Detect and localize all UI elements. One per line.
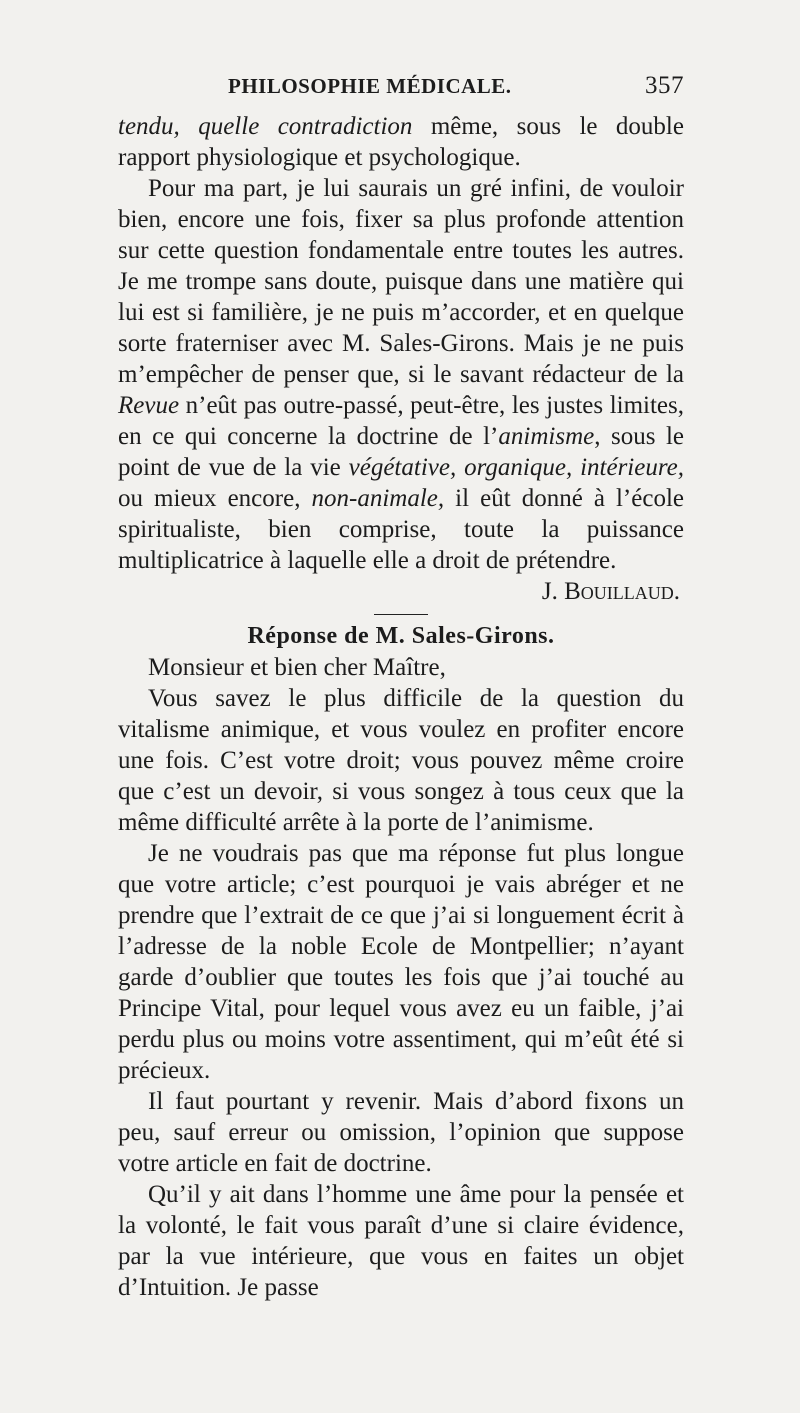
running-title: PHILOSOPHIE MÉDICALE. [228,74,512,98]
paragraph-text: , sous le point de vue de la vie [118,423,685,481]
paragraph-reply-2: Je ne voudrais pas que ma réponse fut plus longue que votre article; c’est pourquoi je vais abréger et ne prendre que l’extrait de ce que j’ai si longuement écrit à l’adresse de la noble Ecole de Montpellier; n’ayant garde d’oublier que toutes les fois que j’ai touché au Principe Vital, pour lequel vous avez eu un faible, j’ai perdu plus ou moins votre assentiment, qui m’eût été si précieux. [118,840,684,1084]
paragraph-text: il eût donné à l’école spiritualiste, bien comprise, toute la puissance multiplicatrice à laquelle elle a droit de prétendre. [118,485,684,574]
section-divider [374,614,428,615]
page-body [118,111,684,1303]
paragraph-bouillaud [118,173,684,576]
reply-heading: Réponse de M. Sales-Girons. [247,623,555,649]
paragraph-reply-4: Qu’il y ait dans l’homme une âme pour la pensée et la volonté, le fait vous paraît d’une si claire évidence, par la vue intérieure, que vous en faites un objet d’Intuition. Je passe [118,1181,684,1301]
salutation: Monsieur et bien cher Maître, [148,654,446,681]
italic-non-animale: non-animale, [311,485,445,512]
italic-revue: Revue [118,392,180,419]
paragraph-text: Pour ma part, je lui saurais un gré infini, de vouloir bien, encore une fois, fixer sa plus profonde attention sur cette question fondamentale entre toutes les autres. Je me trompe sans doute, puisque dans une matière qui lui est si familière, je ne puis m’accorder, et en quelque sorte fraterniser avec M. Sales-Girons. Mais je ne puis m’empêcher de penser que, si le savant rédacteur de la [118,175,684,388]
italic-animisme: animisme [498,423,595,450]
paragraph-text: même, sous le double rapport physiologique et psychologique. [118,113,684,171]
paragraph-text: ou mieux encore, [118,485,312,512]
paragraph-reply-1: Vous savez le plus difficile de la question du vitalisme animique, et vous voulez en profiter encore une fois. C’est votre droit; vous pouvez même croire que c’est un devoir, si vous songez à tous ceux que la même difficulté arrête à la porte de l’animisme. [118,685,684,836]
signature: J. Bouillaud. [541,578,680,605]
paragraph-continuation [118,111,684,173]
italic-vegetative: végétative, organique, intérieure, [348,454,684,481]
italic-phrase: tendu, quelle contradiction [118,113,413,140]
paragraph-reply-3: Il faut pourtant y revenir. Mais d’abord fixons un peu, sauf erreur ou omission, l’opinion que suppose votre article en fait de doctrine. [118,1088,684,1177]
running-header [228,74,684,104]
paragraph-text: n’eût pas outre-passé, peut-être, les justes limites, en ce qui concerne la doctrine de l’ [118,392,684,450]
page-number: 357 [645,72,684,99]
